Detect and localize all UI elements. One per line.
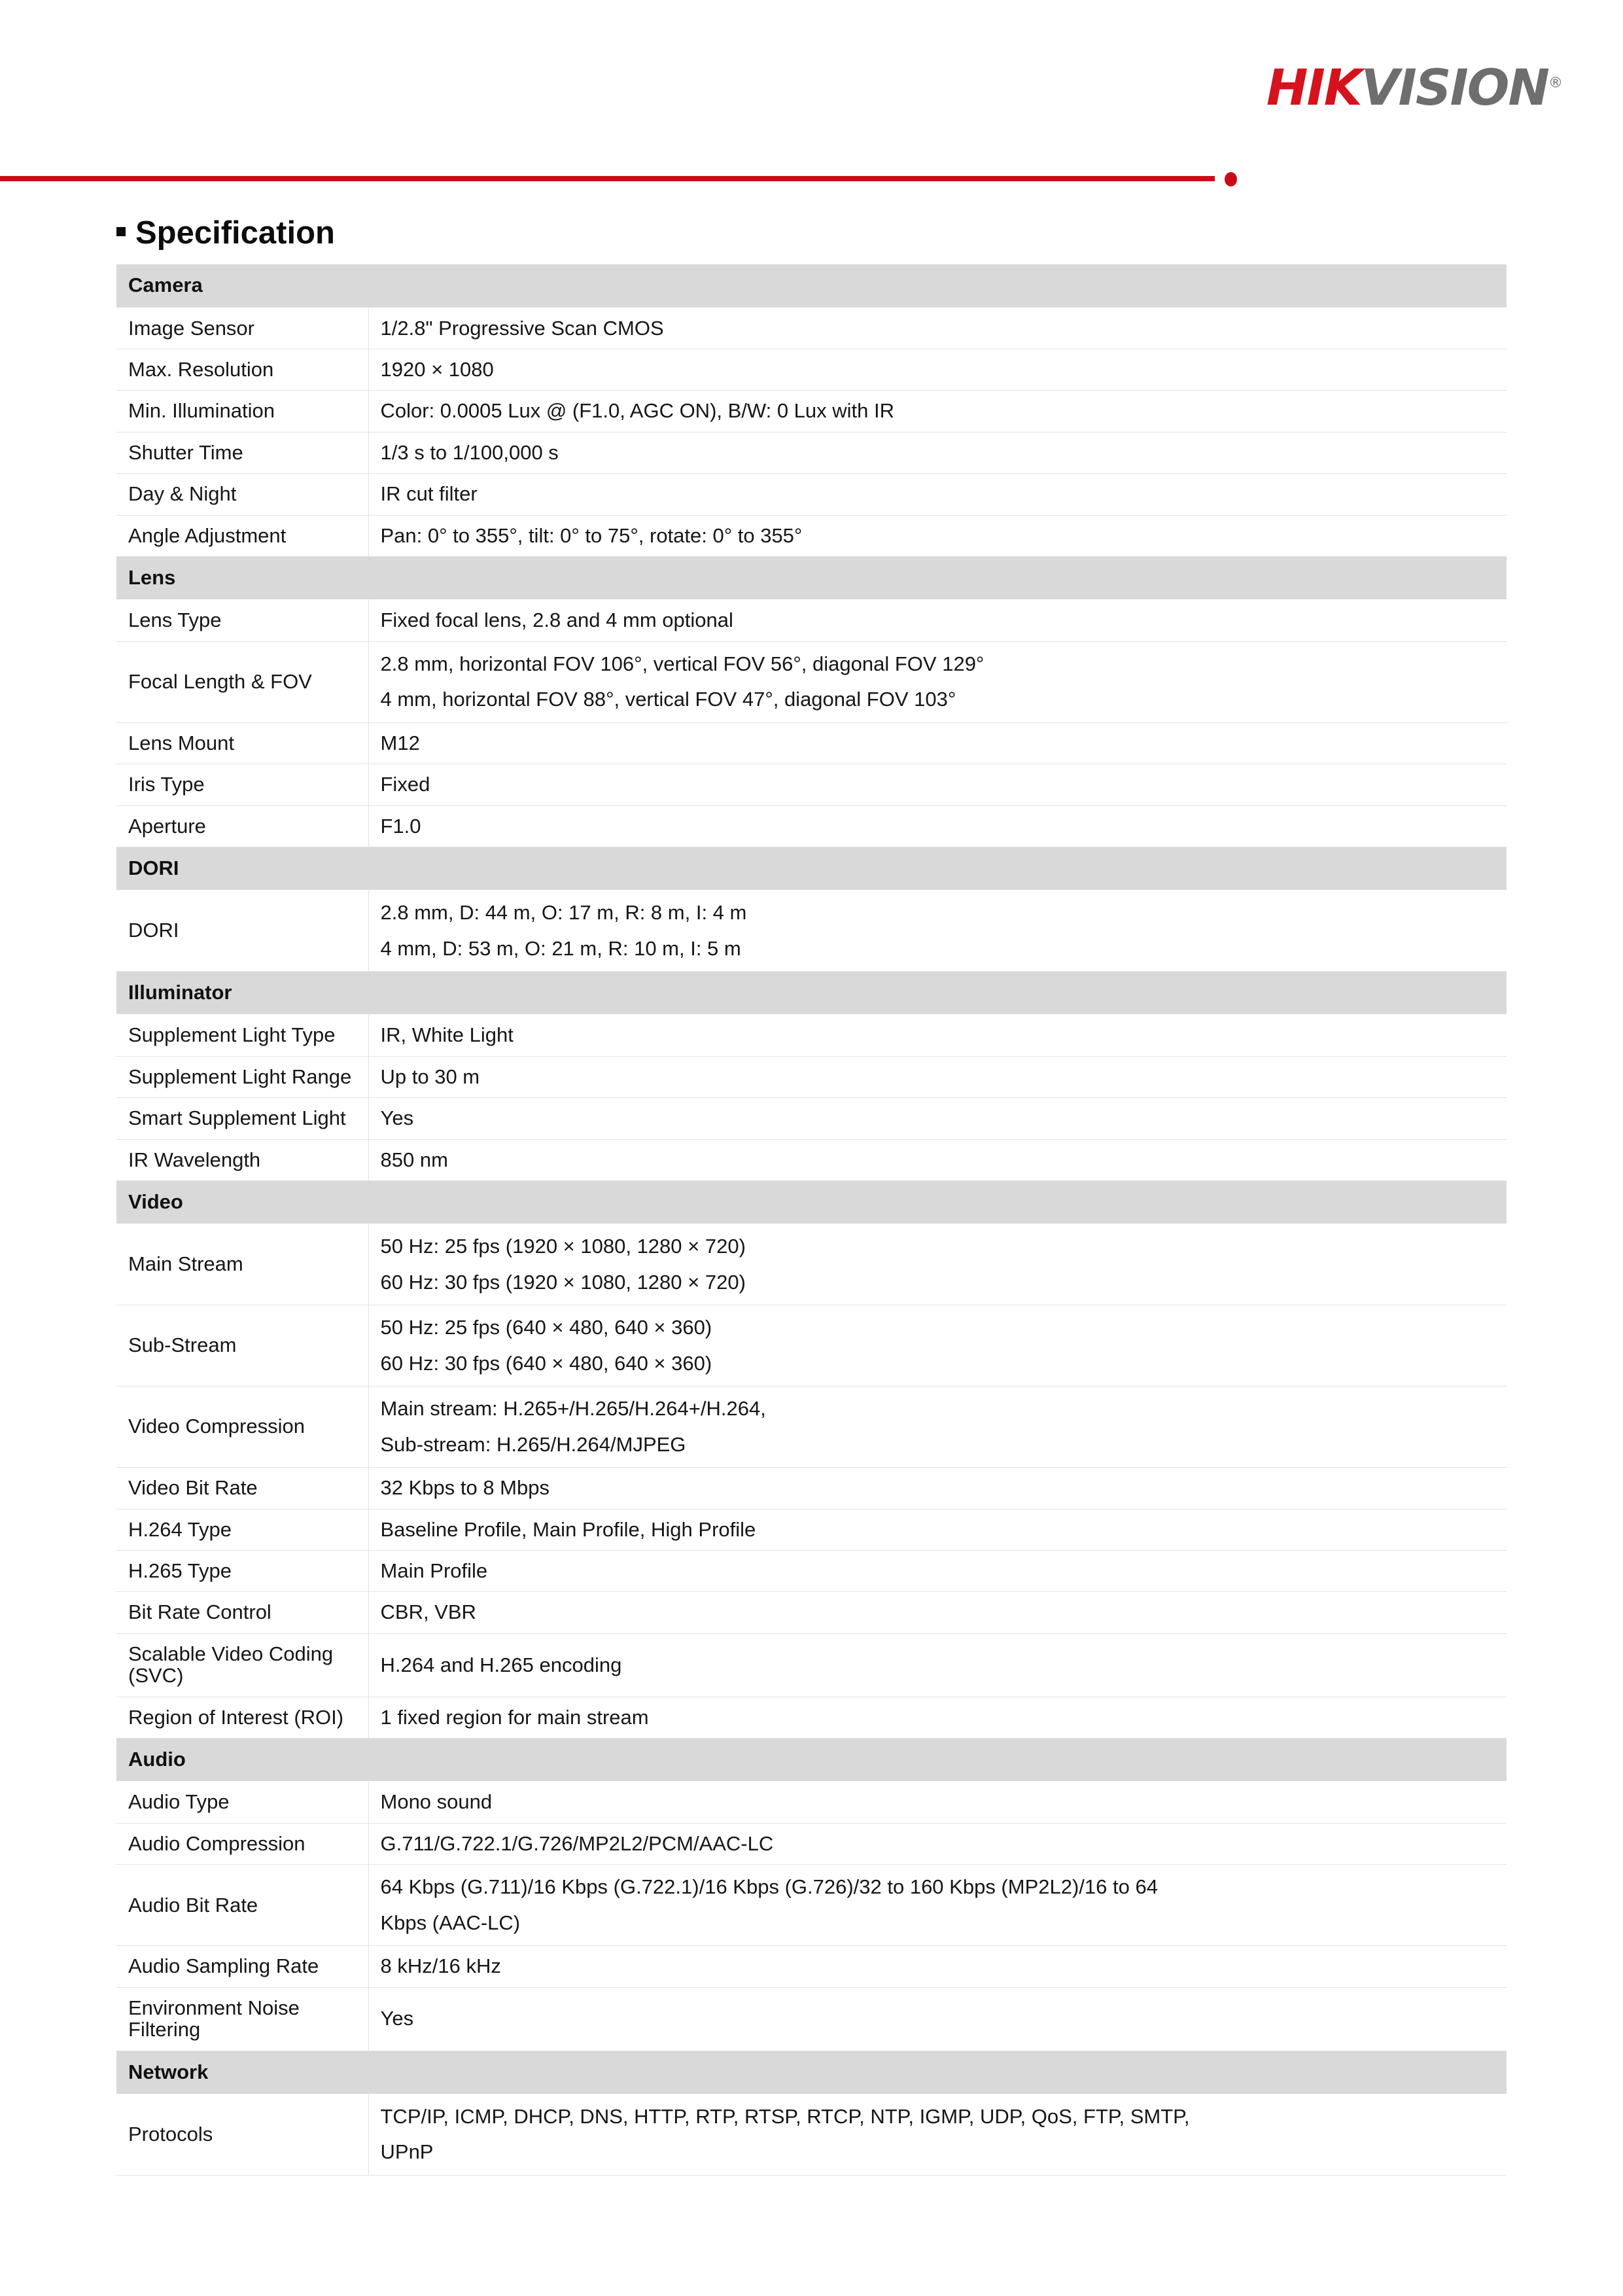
spec-row (116, 1987, 1507, 2051)
spec-row-value-line: 8 kHz/16 kHz (380, 1954, 501, 1978)
section-header-label: Audio (116, 1739, 1507, 1782)
spec-row-value-line: Fixed focal lens, 2.8 and 4 mm optional (380, 609, 733, 632)
spec-row-value-line: CBR, VBR (380, 1600, 476, 1624)
spec-row (116, 391, 1507, 432)
spec-row (116, 805, 1507, 847)
spec-row-value (368, 1015, 1507, 1056)
spec-row-value (368, 1386, 1507, 1468)
spec-row-value (368, 1592, 1507, 1633)
spec-row-value-line: TCP/IP, ICMP, DHCP, DNS, HTTP, RTP, RTSP, RTCP, NTP, IGMP, UDP, QoS, FTP, SMTP, (380, 2104, 1190, 2128)
spec-row-value-line: 60 Hz: 30 fps (640 × 480, 640 × 360) (380, 1351, 712, 1375)
spec-row-value-line: G.711/G.722.1/G.726/MP2L2/PCM/AAC-LC (380, 1831, 774, 1855)
spec-row-value (368, 600, 1507, 641)
spec-row-label: H.265 Type (116, 1551, 368, 1592)
spec-row-value-line: IR cut filter (380, 482, 478, 506)
spec-row-value-line: Main stream: H.265+/H.265/H.264+/H.264, (380, 1397, 766, 1421)
spec-row-label: Video Compression (116, 1386, 368, 1468)
spec-row (116, 432, 1507, 473)
spec-row (116, 600, 1507, 641)
page-title (116, 217, 335, 249)
spec-row-value (368, 474, 1507, 515)
spec-row-value-line: Main Profile (380, 1559, 488, 1582)
spec-row-label: Aperture (116, 805, 368, 847)
spec-row-label: Angle Adjustment (116, 515, 368, 556)
spec-row (116, 1509, 1507, 1550)
spec-row-value (368, 1865, 1507, 1946)
spec-row (116, 764, 1507, 805)
spec-row-label: Audio Bit Rate (116, 1865, 368, 1946)
spec-row (116, 1865, 1507, 1946)
spec-row-value (368, 349, 1507, 390)
spec-row-value (368, 432, 1507, 473)
spec-row (116, 474, 1507, 515)
spec-row (116, 1386, 1507, 1468)
spec-row-value (368, 1823, 1507, 1864)
spec-row-value (368, 391, 1507, 432)
spec-row (116, 1305, 1507, 1386)
spec-row-value-line: M12 (380, 731, 420, 754)
spec-row-value-line: H.264 and H.265 encoding (380, 1653, 622, 1676)
section-header-row (116, 2051, 1507, 2094)
section-header-row (116, 1181, 1507, 1224)
spec-row-label: Shutter Time (116, 432, 368, 473)
spec-row-value-line: 1/2.8" Progressive Scan CMOS (380, 316, 664, 340)
spec-row-value-line: 50 Hz: 25 fps (1920 × 1080, 1280 × 720) (380, 1235, 746, 1258)
spec-row-value (368, 722, 1507, 764)
spec-row-label: Audio Sampling Rate (116, 1946, 368, 1987)
spec-row-value-line: Mono sound (380, 1790, 493, 1814)
header-rule-dot-icon (1225, 172, 1237, 186)
spec-row-value (368, 1468, 1507, 1509)
section-header-row (116, 972, 1507, 1015)
registered-trademark-icon: ® (1548, 75, 1563, 92)
spec-row (116, 1224, 1507, 1305)
spec-row-value (368, 1139, 1507, 1180)
spec-row-value (368, 641, 1507, 722)
spec-row-value (368, 1551, 1507, 1592)
hikvision-logo (1266, 58, 1563, 116)
specification-table (116, 264, 1507, 2176)
spec-row-value-line: Baseline Profile, Main Profile, High Profile (380, 1517, 756, 1541)
spec-row-value (368, 1098, 1507, 1139)
spec-row (116, 1551, 1507, 1592)
spec-row (116, 1823, 1507, 1864)
spec-row-label: Scalable Video Coding (SVC) (116, 1633, 368, 1697)
spec-row-value-line: 50 Hz: 25 fps (640 × 480, 640 × 360) (380, 1316, 712, 1339)
page-title-label: Specification (135, 215, 335, 251)
spec-row-label: Image Sensor (116, 308, 368, 349)
spec-row-value (368, 1305, 1507, 1386)
spec-row-label: Sub-Stream (116, 1305, 368, 1386)
spec-row-value-line: 32 Kbps to 8 Mbps (380, 1476, 550, 1500)
spec-row-value-line: Up to 30 m (380, 1065, 480, 1088)
logo-text-vision: VISION (1361, 58, 1548, 116)
spec-row (116, 349, 1507, 390)
header-rule-line (0, 176, 1215, 181)
spec-row (116, 1139, 1507, 1180)
spec-row-label: H.264 Type (116, 1509, 368, 1550)
spec-row-value-line: Yes (380, 2007, 414, 2030)
spec-row-value-line: 60 Hz: 30 fps (1920 × 1080, 1280 × 720) (380, 1270, 746, 1294)
spec-row (116, 2094, 1507, 2175)
spec-row-value-line: 4 mm, D: 53 m, O: 21 m, R: 10 m, I: 5 m (380, 936, 741, 960)
section-header-row (116, 847, 1507, 891)
spec-row-label: Bit Rate Control (116, 1592, 368, 1633)
spec-row-value-line: IR, White Light (380, 1023, 514, 1047)
spec-row-label: Min. Illumination (116, 391, 368, 432)
spec-row (116, 1633, 1507, 1697)
spec-row-value (368, 308, 1507, 349)
spec-row-label: Iris Type (116, 764, 368, 805)
spec-row-value (368, 1987, 1507, 2051)
spec-row-value-line: Color: 0.0005 Lux @ (F1.0, AGC ON), B/W: 0 Lux with IR (380, 399, 895, 423)
spec-row (116, 1697, 1507, 1738)
spec-row-value (368, 891, 1507, 972)
section-header-label: Network (116, 2051, 1507, 2094)
spec-row-label: IR Wavelength (116, 1139, 368, 1180)
spec-row-value (368, 764, 1507, 805)
spec-row (116, 891, 1507, 972)
spec-row-value (368, 2094, 1507, 2175)
spec-row-value-line: 1/3 s to 1/100,000 s (380, 440, 559, 464)
spec-row-value (368, 805, 1507, 847)
spec-row-value (368, 1509, 1507, 1550)
spec-row-value (368, 515, 1507, 556)
spec-row-value-line: UPnP (380, 2140, 434, 2164)
spec-row-label: Supplement Light Type (116, 1015, 368, 1056)
spec-row (116, 1015, 1507, 1056)
spec-row-label: Supplement Light Range (116, 1056, 368, 1097)
spec-row-value (368, 1697, 1507, 1738)
header-divider (0, 171, 1623, 188)
spec-row-label: Smart Supplement Light (116, 1098, 368, 1139)
spec-row-value (368, 1056, 1507, 1097)
spec-row (116, 1946, 1507, 1987)
section-header-label: Lens (116, 557, 1507, 600)
spec-row-label: Main Stream (116, 1224, 368, 1305)
spec-row-value-line: 2.8 mm, D: 44 m, O: 17 m, R: 8 m, I: 4 m (380, 901, 747, 925)
spec-row-value (368, 1946, 1507, 1987)
spec-row-label: Protocols (116, 2094, 368, 2175)
spec-row (116, 1098, 1507, 1139)
spec-row-value-line: Pan: 0° to 355°, tilt: 0° to 75°, rotate: 0° to 355° (380, 523, 803, 547)
spec-row-label: Region of Interest (ROI) (116, 1697, 368, 1738)
spec-row-label: Environment Noise Filtering (116, 1987, 368, 2051)
spec-row (116, 1468, 1507, 1509)
spec-row-value (368, 1633, 1507, 1697)
spec-row-value-line: 2.8 mm, horizontal FOV 106°, vertical FOV 56°, diagonal FOV 129° (380, 652, 985, 675)
spec-row (116, 722, 1507, 764)
spec-row-label: Lens Mount (116, 722, 368, 764)
section-header-label: DORI (116, 847, 1507, 891)
spec-row-value-line: Sub-stream: H.265/H.264/MJPEG (380, 1432, 686, 1456)
spec-row (116, 1782, 1507, 1823)
section-header-row (116, 264, 1507, 308)
spec-row (116, 1056, 1507, 1097)
spec-row-value (368, 1782, 1507, 1823)
spec-row-label: DORI (116, 891, 368, 972)
spec-row (116, 308, 1507, 349)
spec-row (116, 515, 1507, 556)
spec-row-value (368, 1224, 1507, 1305)
section-header-label: Camera (116, 264, 1507, 308)
spec-row-value-line: 64 Kbps (G.711)/16 Kbps (G.722.1)/16 Kbps (G.726)/32 to 160 Kbps (MP2L2)/16 to 64 (380, 1875, 1158, 1899)
section-header-row (116, 557, 1507, 600)
section-header-row (116, 1739, 1507, 1782)
spec-row-value-line: 850 nm (380, 1148, 448, 1171)
spec-row-value-line: 4 mm, horizontal FOV 88°, vertical FOV 47°, diagonal FOV 103° (380, 688, 956, 711)
spec-row-value-line: 1 fixed region for main stream (380, 1705, 649, 1729)
bullet-square-icon (116, 227, 126, 236)
spec-row-label: Lens Type (116, 600, 368, 641)
spec-row-value-line: 1920 × 1080 (380, 357, 494, 381)
spec-row-label: Audio Type (116, 1782, 368, 1823)
spec-row-label: Audio Compression (116, 1823, 368, 1864)
spec-row-value-line: Yes (380, 1106, 414, 1130)
spec-row-value-line: Fixed (380, 773, 430, 796)
spec-row (116, 1592, 1507, 1633)
logo-text-hik: HIK (1266, 58, 1361, 116)
section-header-label: Video (116, 1181, 1507, 1224)
section-header-label: Illuminator (116, 972, 1507, 1015)
spec-row-label: Max. Resolution (116, 349, 368, 390)
spec-row (116, 641, 1507, 722)
spec-row-label: Video Bit Rate (116, 1468, 368, 1509)
spec-row-label: Focal Length & FOV (116, 641, 368, 722)
spec-row-value-line: Kbps (AAC-LC) (380, 1911, 521, 1934)
spec-row-label: Day & Night (116, 474, 368, 515)
spec-row-value-line: F1.0 (380, 814, 421, 838)
